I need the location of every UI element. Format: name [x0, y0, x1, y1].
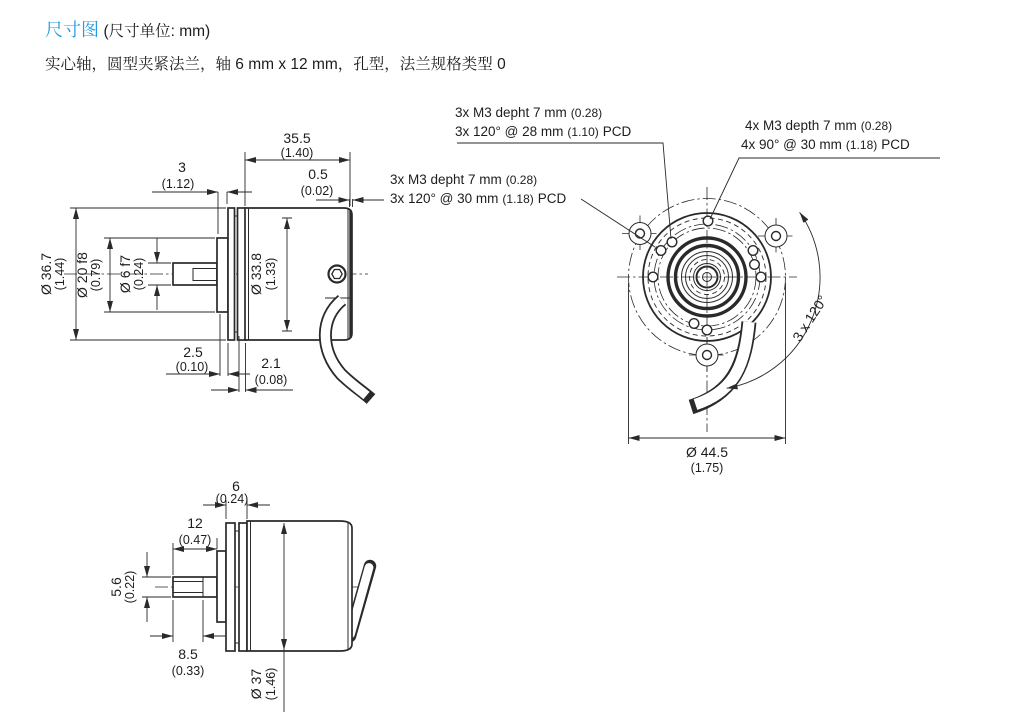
svg-text:(0.22): (0.22) [123, 570, 137, 604]
flange-ring-1 [228, 208, 235, 340]
hole-4x-right [756, 272, 766, 282]
hole-4x-top [703, 216, 713, 226]
hole-4x-left [648, 272, 658, 282]
dim-groove-width [211, 336, 293, 392]
callout-right-line1: 4x M3 depth 7 mm (0.28) [745, 118, 893, 133]
svg-text:Ø 20 f8: Ø 20 f8 [74, 252, 90, 298]
svg-text:(0.47): (0.47) [178, 533, 212, 547]
hole-3x120-pcd28-c [689, 319, 699, 329]
hole-3x120-pcd28-b [750, 260, 760, 270]
svg-text:2.5: 2.5 [183, 344, 203, 360]
callout-top-line2: 3x 120° @ 28 mm (1.10) PCD [455, 124, 632, 139]
svg-text:3 x 120°: 3 x 120° [789, 292, 831, 345]
svg-text:(0.24): (0.24) [132, 257, 146, 291]
svg-text:Ø 33.8: Ø 33.8 [248, 252, 264, 296]
svg-text:Ø 6 f7: Ø 6 f7 [117, 254, 133, 294]
svg-text:8.5: 8.5 [178, 646, 198, 662]
front-view-drawing [390, 105, 940, 475]
svg-text:6: 6 [232, 478, 240, 494]
callout-left-line1: 3x M3 depht 7 mm (0.28) [390, 172, 538, 187]
svg-text:(1.44): (1.44) [53, 257, 67, 291]
svg-text:35.5: 35.5 [283, 130, 311, 146]
svg-text:(0.08): (0.08) [254, 373, 288, 387]
title-text: 尺寸图 [45, 20, 99, 40]
subtitle: 实心轴，圆型夹紧法兰，轴 6 mm x 12 mm，孔型，法兰规格类型 0 [45, 56, 506, 73]
svg-text:(1.75): (1.75) [690, 461, 724, 475]
dim-shaft-length [173, 515, 217, 575]
svg-text:(0.33): (0.33) [171, 664, 205, 678]
svg-text:(0.10): (0.10) [175, 360, 209, 374]
hole-4x-bottom [702, 325, 712, 335]
side-view-drawing [38, 130, 384, 399]
svg-text:3: 3 [178, 159, 186, 175]
encoder-body-2 [247, 521, 352, 651]
svg-text:Ø 37: Ø 37 [248, 668, 264, 700]
clamp-boss-bottom [689, 337, 725, 373]
svg-text:0.5: 0.5 [308, 166, 328, 182]
dim-flange-width [203, 478, 270, 519]
svg-text:(0.79): (0.79) [89, 258, 103, 292]
bottom-view-drawing [108, 478, 370, 712]
shaft-2 [173, 577, 217, 597]
hub [217, 238, 228, 312]
svg-text:(1.33): (1.33) [264, 257, 278, 291]
svg-text:Ø 44.5: Ø 44.5 [685, 444, 729, 460]
svg-text:(1.40): (1.40) [280, 146, 314, 160]
svg-text:2.1: 2.1 [261, 355, 281, 371]
hole-3x120-pcd28-a [667, 237, 677, 247]
svg-text:(1.46): (1.46) [264, 667, 278, 701]
leader-right-callout [710, 158, 940, 219]
svg-text:Ø 36.7: Ø 36.7 [38, 252, 54, 296]
dim-total-length [245, 130, 350, 206]
hole-3x120-pcd30-a [656, 246, 666, 256]
flange-ring-2b [239, 523, 247, 651]
svg-text:5.6: 5.6 [108, 577, 124, 597]
dim-flat-length [150, 600, 226, 678]
svg-text:(0.24): (0.24) [215, 492, 249, 506]
svg-text:(1.12): (1.12) [161, 177, 195, 191]
shaft [173, 263, 217, 285]
callout-top-line1: 3x M3 depht 7 mm (0.28) [455, 105, 603, 120]
callout-left-line2: 3x 120° @ 30 mm (1.18) PCD [390, 191, 567, 206]
hub-2 [217, 551, 226, 622]
svg-text:(0.02): (0.02) [300, 184, 334, 198]
flange-ring-1b [226, 523, 235, 651]
callout-right-line2: 4x 90° @ 30 mm (1.18) PCD [741, 137, 910, 152]
hole-3x120-pcd30-b [748, 246, 758, 256]
svg-text:12: 12 [187, 515, 203, 531]
dim-step [301, 166, 384, 207]
unit-note: (尺寸单位: mm) [103, 23, 211, 40]
